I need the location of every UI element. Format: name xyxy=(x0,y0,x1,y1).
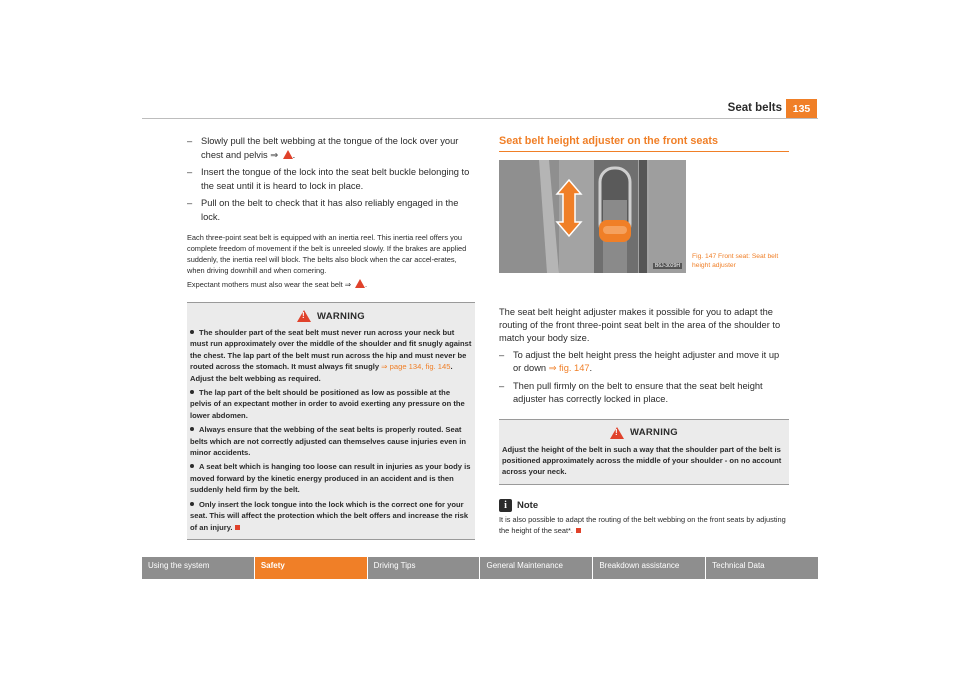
step-dash: – xyxy=(499,380,505,391)
warning-bullet-text: The lap part of the belt should be positioned as low as possible at the pelvis of an expectant mother in order to avoid exerting any pressure on the lower abdomen. xyxy=(190,388,465,420)
warning-box xyxy=(187,302,475,540)
figure-block xyxy=(499,160,789,302)
note-info-icon: i xyxy=(499,499,512,512)
tab-breakdown-assistance[interactable]: Breakdown assistance xyxy=(593,557,706,579)
step-text: To adjust the belt height press the height adjuster and move it up or down xyxy=(513,349,780,374)
warning-bullet xyxy=(190,387,472,421)
figure-caption: Fig. 147 Front seat: Seat belt height adjuster xyxy=(692,253,779,269)
end-of-section-icon xyxy=(576,528,581,533)
step-text: Insert the tongue of the lock into the seat belt buckle belonging to the seat until it is heard to lock in place. xyxy=(201,167,470,191)
right-column xyxy=(499,135,789,539)
note-paragraph xyxy=(499,514,789,536)
step-pull-belt: – Slowly pull the belt webbing at the tongue of the lock over your chest and pelvis ⇒ . xyxy=(187,136,459,160)
warning-triangle-icon xyxy=(283,150,293,159)
step-adjust-height xyxy=(499,349,789,376)
left-column xyxy=(187,135,475,540)
reference-arrow: ⇒ xyxy=(270,149,279,160)
step-text: Pull on the belt to check that it has also reliably engaged in the lock. xyxy=(201,198,459,222)
warning-bullet-text: A seat belt which is hanging too loose can result in injuries as your body is moved forward by the kinetic energy produced in an accident and is then suddenly held firm by the belt. xyxy=(190,462,471,495)
warning-bullet xyxy=(190,327,472,384)
bullet-icon xyxy=(190,427,194,431)
paragraph-text: Expectant mothers must also wear the seat belt xyxy=(187,280,343,289)
step-dash: – xyxy=(187,136,193,146)
tab-general-maintenance[interactable]: General Maintenance xyxy=(480,557,593,579)
step-dash: – xyxy=(499,349,505,360)
intro-paragraph: The seat belt height adjuster makes it possible for you to adapt the routing of the front three-point seat belt in the area of the shoulder to match your body size. xyxy=(499,307,781,344)
step-dash: – xyxy=(187,167,193,177)
warning-triangle-icon xyxy=(610,427,624,439)
step-check-lock xyxy=(187,197,475,224)
warning-header xyxy=(190,310,472,322)
step-end: . xyxy=(589,363,593,374)
warning-box xyxy=(499,419,789,485)
seat-belt-adjuster-figure xyxy=(499,160,686,273)
expectant-mothers-paragraph: Expectant mothers must also wear the seat belt ⇒ . xyxy=(187,280,368,289)
note-text: It is also possible to adapt the routing of the belt webbing on the front seats by adjusting the height of the seat*. xyxy=(499,514,786,535)
bullet-icon xyxy=(190,390,194,394)
note-header xyxy=(499,499,789,512)
tab-safety[interactable]: Safety xyxy=(255,557,368,579)
warning-title: WARNING xyxy=(629,427,678,439)
tab-technical-data[interactable]: Technical Data xyxy=(712,561,765,570)
warning-triangle-icon xyxy=(355,279,365,288)
chapter-tab-bar xyxy=(142,557,818,579)
page-number: 135 xyxy=(786,99,817,118)
figure-code: B6J-3029H xyxy=(654,263,680,269)
inertia-reel-paragraph: Each three-point seat belt is equipped with an inertia reel. This inertia reel offers you complete freedom of movement if the belt is unreeled slowly. If the brakes are applied suddenly, the inertia reel will block. The belts also block when the car accel-erates, when driving downhill and when cornering. xyxy=(187,233,467,275)
note-title: Note xyxy=(517,499,539,511)
figure-reference-link[interactable]: ⇒ fig. 147 xyxy=(548,363,590,374)
end-of-section-icon xyxy=(235,525,240,530)
warning-triangle-icon xyxy=(297,310,311,322)
page-reference-link[interactable]: ⇒ page 134, fig. 145 xyxy=(381,362,451,372)
warning-bullet xyxy=(190,461,472,495)
tab-using-the-system[interactable]: Using the system xyxy=(142,557,255,579)
bullet-icon xyxy=(190,502,194,506)
bullet-icon xyxy=(190,330,194,334)
section-heading: Seat belt height adjuster on the front seats xyxy=(499,135,789,152)
step-dash: – xyxy=(187,198,193,208)
warning-bullet-text: The shoulder part of the seat belt must never run across your neck but must run approximately over the middle of the shoulder and fit snugly against the chest. The lap part of the belt must run across the hip and must never be routed across the stomach. It must always fit snugly xyxy=(190,328,472,372)
step-text: Slowly pull the belt webbing at the tongue of the lock over your chest and pelvis xyxy=(201,136,459,160)
bullet-icon xyxy=(190,464,194,468)
warning-title: WARNING xyxy=(316,310,365,322)
tab-driving-tips[interactable]: Driving Tips xyxy=(368,557,481,579)
running-header-title: Seat belts xyxy=(727,102,782,114)
warning-header xyxy=(502,427,786,439)
reference-arrow: ⇒ xyxy=(344,280,351,289)
warning-text: Adjust the height of the belt in such a way that the shoulder part of the belt is positioned approximately across the middle of your shoulder - on no account across your neck. xyxy=(502,444,782,477)
warning-bullet-text: Only insert the lock tongue into the lock which is the correct one for your seat. This will affect the protection which the belt offers and increase the risk of an injury. xyxy=(190,499,469,532)
warning-bullet-text: . Adjust the belt webbing as required. xyxy=(190,362,453,383)
warning-bullet-text: Always ensure that the webbing of the seat belts is properly routed. Seat belts which are not correctly adjusted can themselves cause injuries even in minor accidents. xyxy=(190,425,467,458)
step-insert-tongue xyxy=(187,166,475,193)
warning-bullet xyxy=(190,424,472,458)
warning-bullet xyxy=(190,499,472,533)
step-text: Then pull firmly on the belt to ensure that the seat belt height adjuster has correctly locked in place. xyxy=(513,380,763,405)
figure-illustration xyxy=(499,160,686,273)
header-rule xyxy=(142,118,818,119)
step-check-adjuster xyxy=(499,380,789,407)
